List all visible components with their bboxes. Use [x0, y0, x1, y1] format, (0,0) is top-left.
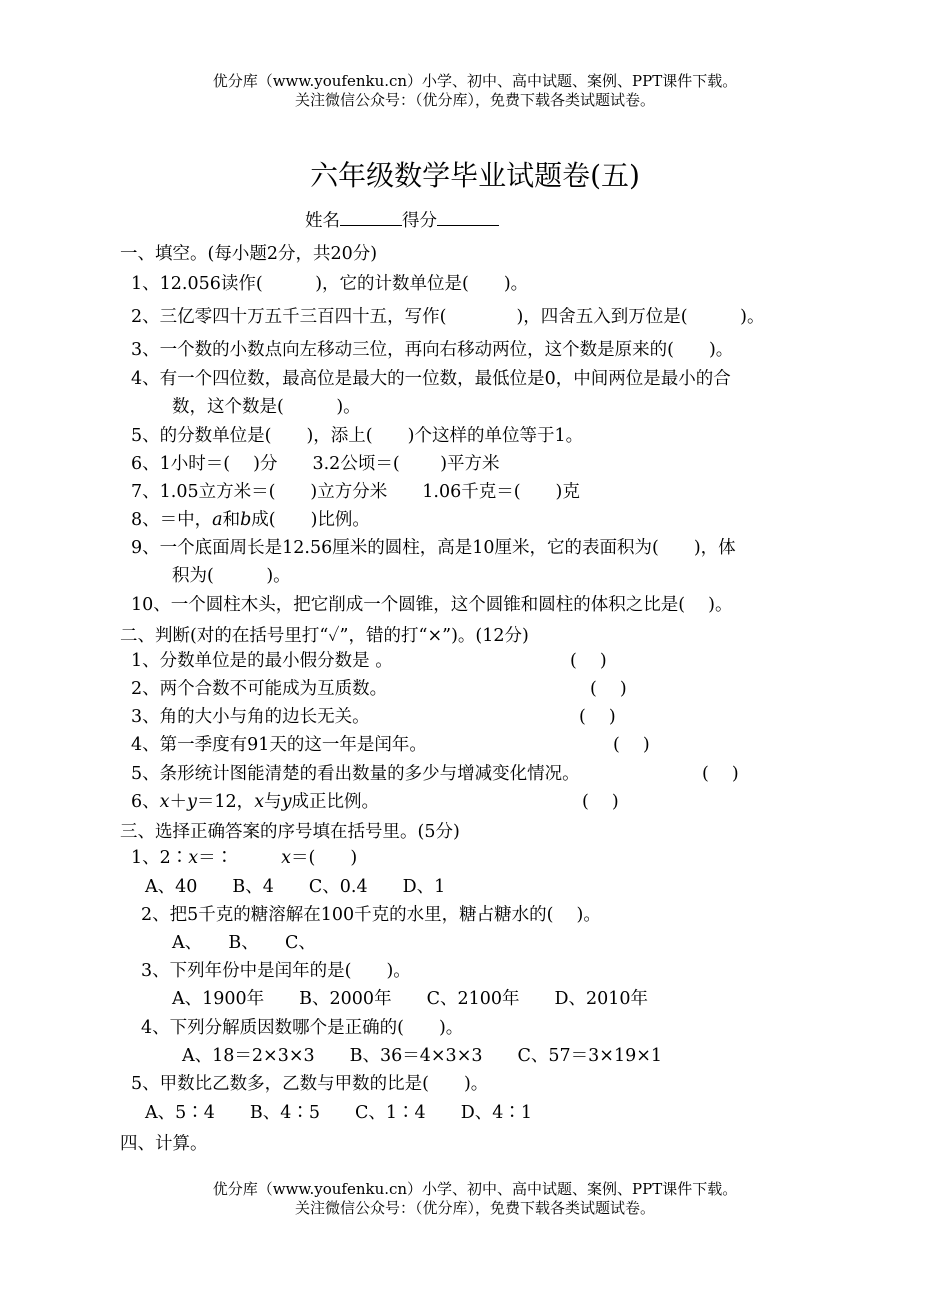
s1-question-10: 10、一个圆柱木头，把它削成一个圆锥，这个圆锥和圆柱的体积之比是( )。 — [131, 595, 733, 615]
s1-question-9-line-2: 积为( )。 — [172, 566, 291, 586]
s2-question-1: 1、分数单位是的最小假分数是 。 — [131, 651, 393, 671]
s2-question-3: 3、角的大小与角的边长无关。 — [131, 707, 370, 727]
s1-question-9-line-1: 9、一个底面周长是12.56厘米的圆柱，高是10厘米，它的表面积为( )，体 — [131, 538, 736, 558]
s3-question-5-options: A、5∶4 B、4∶5 C、1∶4 D、4∶1 — [145, 1103, 532, 1123]
name-label: 姓名 — [305, 211, 340, 231]
page-title: 六年级数学毕业试题卷(五) — [310, 159, 640, 192]
s3-question-4: 4、下列分解质因数哪个是正确的( )。 — [141, 1018, 464, 1038]
name-blank — [340, 207, 402, 226]
q6-var-y: y — [187, 792, 197, 812]
s3-question-3-options: A、1900年 B、2000年 C、2100年 D、2010年 — [172, 989, 649, 1009]
q8-prefix: 8、＝中， — [131, 510, 213, 530]
s1-question-8 — [131, 508, 370, 532]
page-header-line-1: 优分库（www.youfenku.cn）小学、初中、高中试题、案例、PPT课件下载。 — [212, 72, 738, 90]
s2-question-4: 4、第一季度有91天的这一年是闰年。 — [131, 735, 427, 755]
s3-question-2-options: A、 B、 C、 — [172, 933, 316, 953]
section-3-heading: 三、选择正确答案的序号填在括号里。(5分) — [120, 822, 460, 842]
s2-question-2-answer-box: ( ) — [590, 679, 627, 699]
q8-var-b: b — [240, 510, 252, 530]
s2-question-6: 6、x＋y＝12，x与y成正比例。 — [131, 792, 379, 812]
s3-question-3: 3、下列年份中是闰年的是( )。 — [141, 961, 411, 981]
s2-question-6-answer-box: ( ) — [582, 792, 619, 812]
score-blank — [437, 207, 499, 226]
s3-question-2: 2、把5千克的糖溶解在100千克的水里，糖占糖水的( )。 — [141, 905, 601, 925]
s2-question-3-answer-box: ( ) — [579, 707, 616, 727]
s1-question-1: 1、12.056读作( )，它的计数单位是( )。 — [131, 274, 529, 294]
s1-question-4-line-2: 数，这个数是( )。 — [172, 397, 361, 417]
s3-question-1-options: A、40 B、4 C、0.4 D、1 — [145, 877, 446, 897]
page-footer-line-1: 优分库（www.youfenku.cn）小学、初中、高中试题、案例、PPT课件下载。 — [212, 1180, 738, 1198]
s1-question-5: 5、的分数单位是( )，添上( )个这样的单位等于1。 — [131, 426, 584, 446]
q8-and: 和 — [222, 510, 241, 530]
s2-question-5: 5、条形统计图能清楚的看出数量的多少与增减变化情况。 — [131, 764, 580, 784]
score-label: 得分 — [402, 211, 437, 231]
q8-var-a: a — [212, 510, 223, 530]
s2-question-2: 2、两个合数不可能成为互质数。 — [131, 679, 388, 699]
s1-question-2: 2、三亿零四十万五千三百四十五，写作( )，四舍五入到万位是( )。 — [131, 307, 765, 327]
s1-question-3: 3、一个数的小数点向左移动三位，再向右移动两位，这个数是原来的( )。 — [131, 340, 734, 360]
s3-question-4-options: A、18＝2×3×3 B、36＝4×3×3 C、57＝3×19×1 — [182, 1046, 663, 1066]
s1-question-6: 6、1小时＝( )分 3.2公顷＝( )平方米 — [131, 454, 500, 474]
s2-question-1-answer-box: ( ) — [570, 651, 607, 671]
s3-question-1: 1、2∶x＝∶ x＝( ) — [131, 848, 358, 868]
name-score-line — [305, 207, 499, 233]
section-2-heading: 二、判断(对的在括号里打“✓”，错的打“×”)。(12分) — [120, 626, 529, 646]
section-1-heading: 一、填空。(每小题2分，共20分) — [120, 244, 378, 264]
s2-question-5-answer-box: ( ) — [702, 764, 739, 784]
q8-suffix: 成( )比例。 — [251, 510, 370, 530]
s2-question-4-answer-box: ( ) — [613, 735, 650, 755]
section-4-heading: 四、计算。 — [120, 1134, 208, 1154]
s1-question-4-line-1: 4、有一个四位数，最高位是最大的一位数，最低位是0，中间两位是最小的合 — [131, 369, 731, 389]
page-header-line-2: 关注微信公众号：（优分库），免费下载各类试题试卷。 — [294, 91, 655, 109]
page-footer-line-2: 关注微信公众号：（优分库），免费下载各类试题试卷。 — [294, 1199, 655, 1217]
s1-question-7: 7、1.05立方米＝( )立方分米 1.06千克＝( )克 — [131, 482, 580, 502]
q6-var-x: x — [159, 792, 170, 812]
s3-question-5: 5、甲数比乙数多，乙数与甲数的比是( )。 — [131, 1074, 489, 1094]
